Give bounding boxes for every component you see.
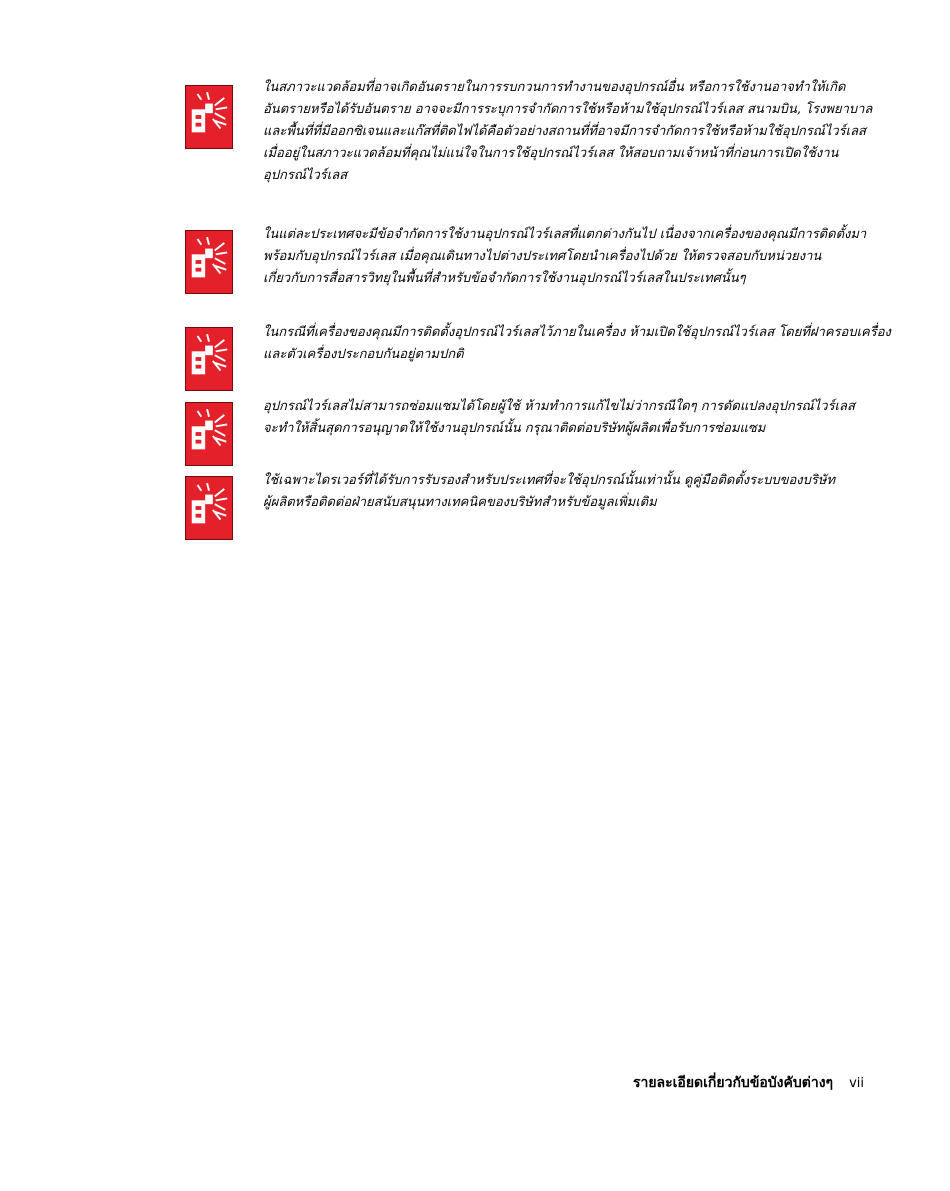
text-line: ในกรณีที่เครื่องของคุณมีการติดตั้งอุปกรณ์ไวร์เลสไว้ภายในเครื่อง ห้ามเปิดใช้อุปกรณ์ไวร์เลส โดยที่ฝาครอบเครื่อง [263, 325, 891, 340]
text-line: อุปกรณ์ไวร์เลส [263, 168, 348, 183]
no-wireless-icon [185, 402, 233, 466]
no-wireless-icon [185, 230, 233, 294]
text-line: และพื้นที่ที่มีออกซิเจนและแก๊สที่ติดไฟได้คือตัวอย่างสถานที่ที่อาจมีการจำกัดการใช้หรือห้ามใช้อุปกรณ์ไวร์เลส [263, 124, 866, 139]
notice-text [263, 77, 873, 187]
footer-title: รายละเอียดเกี่ยวกับข้อบังคับต่างๆ [632, 1075, 834, 1091]
page-footer [633, 1072, 864, 1094]
text-line: และตัวเครื่องประกอบกันอยู่ตามปกติ [263, 347, 464, 362]
notice-text [263, 322, 891, 366]
notice-text [263, 470, 863, 514]
page-number: vii [849, 1076, 864, 1091]
text-line: จะทำให้สิ้นสุดการอนุญาตให้ใช้งานอุปกรณ์นั้น กรุณาติดต่อบริษัทผู้ผลิตเพื่อรับการซ่อมแซม [263, 421, 766, 436]
text-line: ใช้เฉพาะไดรเวอร์ที่ได้รับการรับรองสำหรับประเทศที่จะใช้อุปกรณ์นั้นเท่านั้น ดูคู่มือติดตั้งระบบของบริษัท [263, 473, 836, 488]
notice-text [263, 224, 867, 290]
text-line: ในสภาวะแวดล้อมที่อาจเกิดอันตรายในการรบกวนการทำงานของอุปกรณ์อื่น หรือการใช้งานอาจทำให้เกิด [263, 80, 846, 95]
text-line: ในแต่ละประเทศจะมีข้อจำกัดการใช้งานอุปกรณ์ไวร์เลสที่แตกต่างกันไป เนื่องจากเครื่องของคุณมีการติดตั้งมา [263, 227, 867, 242]
no-wireless-icon [185, 476, 233, 540]
no-wireless-icon [185, 85, 233, 149]
text-line: ผู้ผลิตหรือติดต่อฝ่ายสนับสนุนทางเทคนิคของบริษัทสำหรับข้อมูลเพิ่มเติม [263, 495, 657, 510]
text-line: เกี่ยวกับการสื่อสารวิทยุในพื้นที่สำหรับข้อจำกัดการใช้งานอุปกรณ์ไวร์เลสในประเทศนั้นๆ [263, 271, 746, 286]
text-line: พร้อมกับอุปกรณ์ไวร์เลส เมื่อคุณเดินทางไปต่างประเทศโดยนำเครื่องไปด้วย ให้ตรวจสอบกับหน่วยงาน [263, 249, 822, 264]
text-line: อุปกรณ์ไวร์เลสไม่สามารถซ่อมแซมได้โดยผู้ใช้ ห้ามทำการแก้ไขไม่ว่ากรณีใดๆ การดัดแปลงอุปกรณ์ไวร์เลส [263, 399, 855, 414]
notice-text [263, 396, 863, 440]
text-line: เมื่ออยู่ในสภาวะแวดล้อมที่คุณไม่แน่ใจในการใช้อุปกรณ์ไวร์เลส ให้สอบถามเจ้าหน้าที่ก่อนการเปิดใช้งาน [263, 146, 839, 161]
text-line: อันตรายหรือได้รับอันตราย อาจจะมีการระบุการจำกัดการใช้หรือห้ามใช้อุปกรณ์ไวร์เลส สนามบิน, โรงพยาบาล [263, 102, 873, 117]
no-wireless-icon [185, 327, 233, 391]
